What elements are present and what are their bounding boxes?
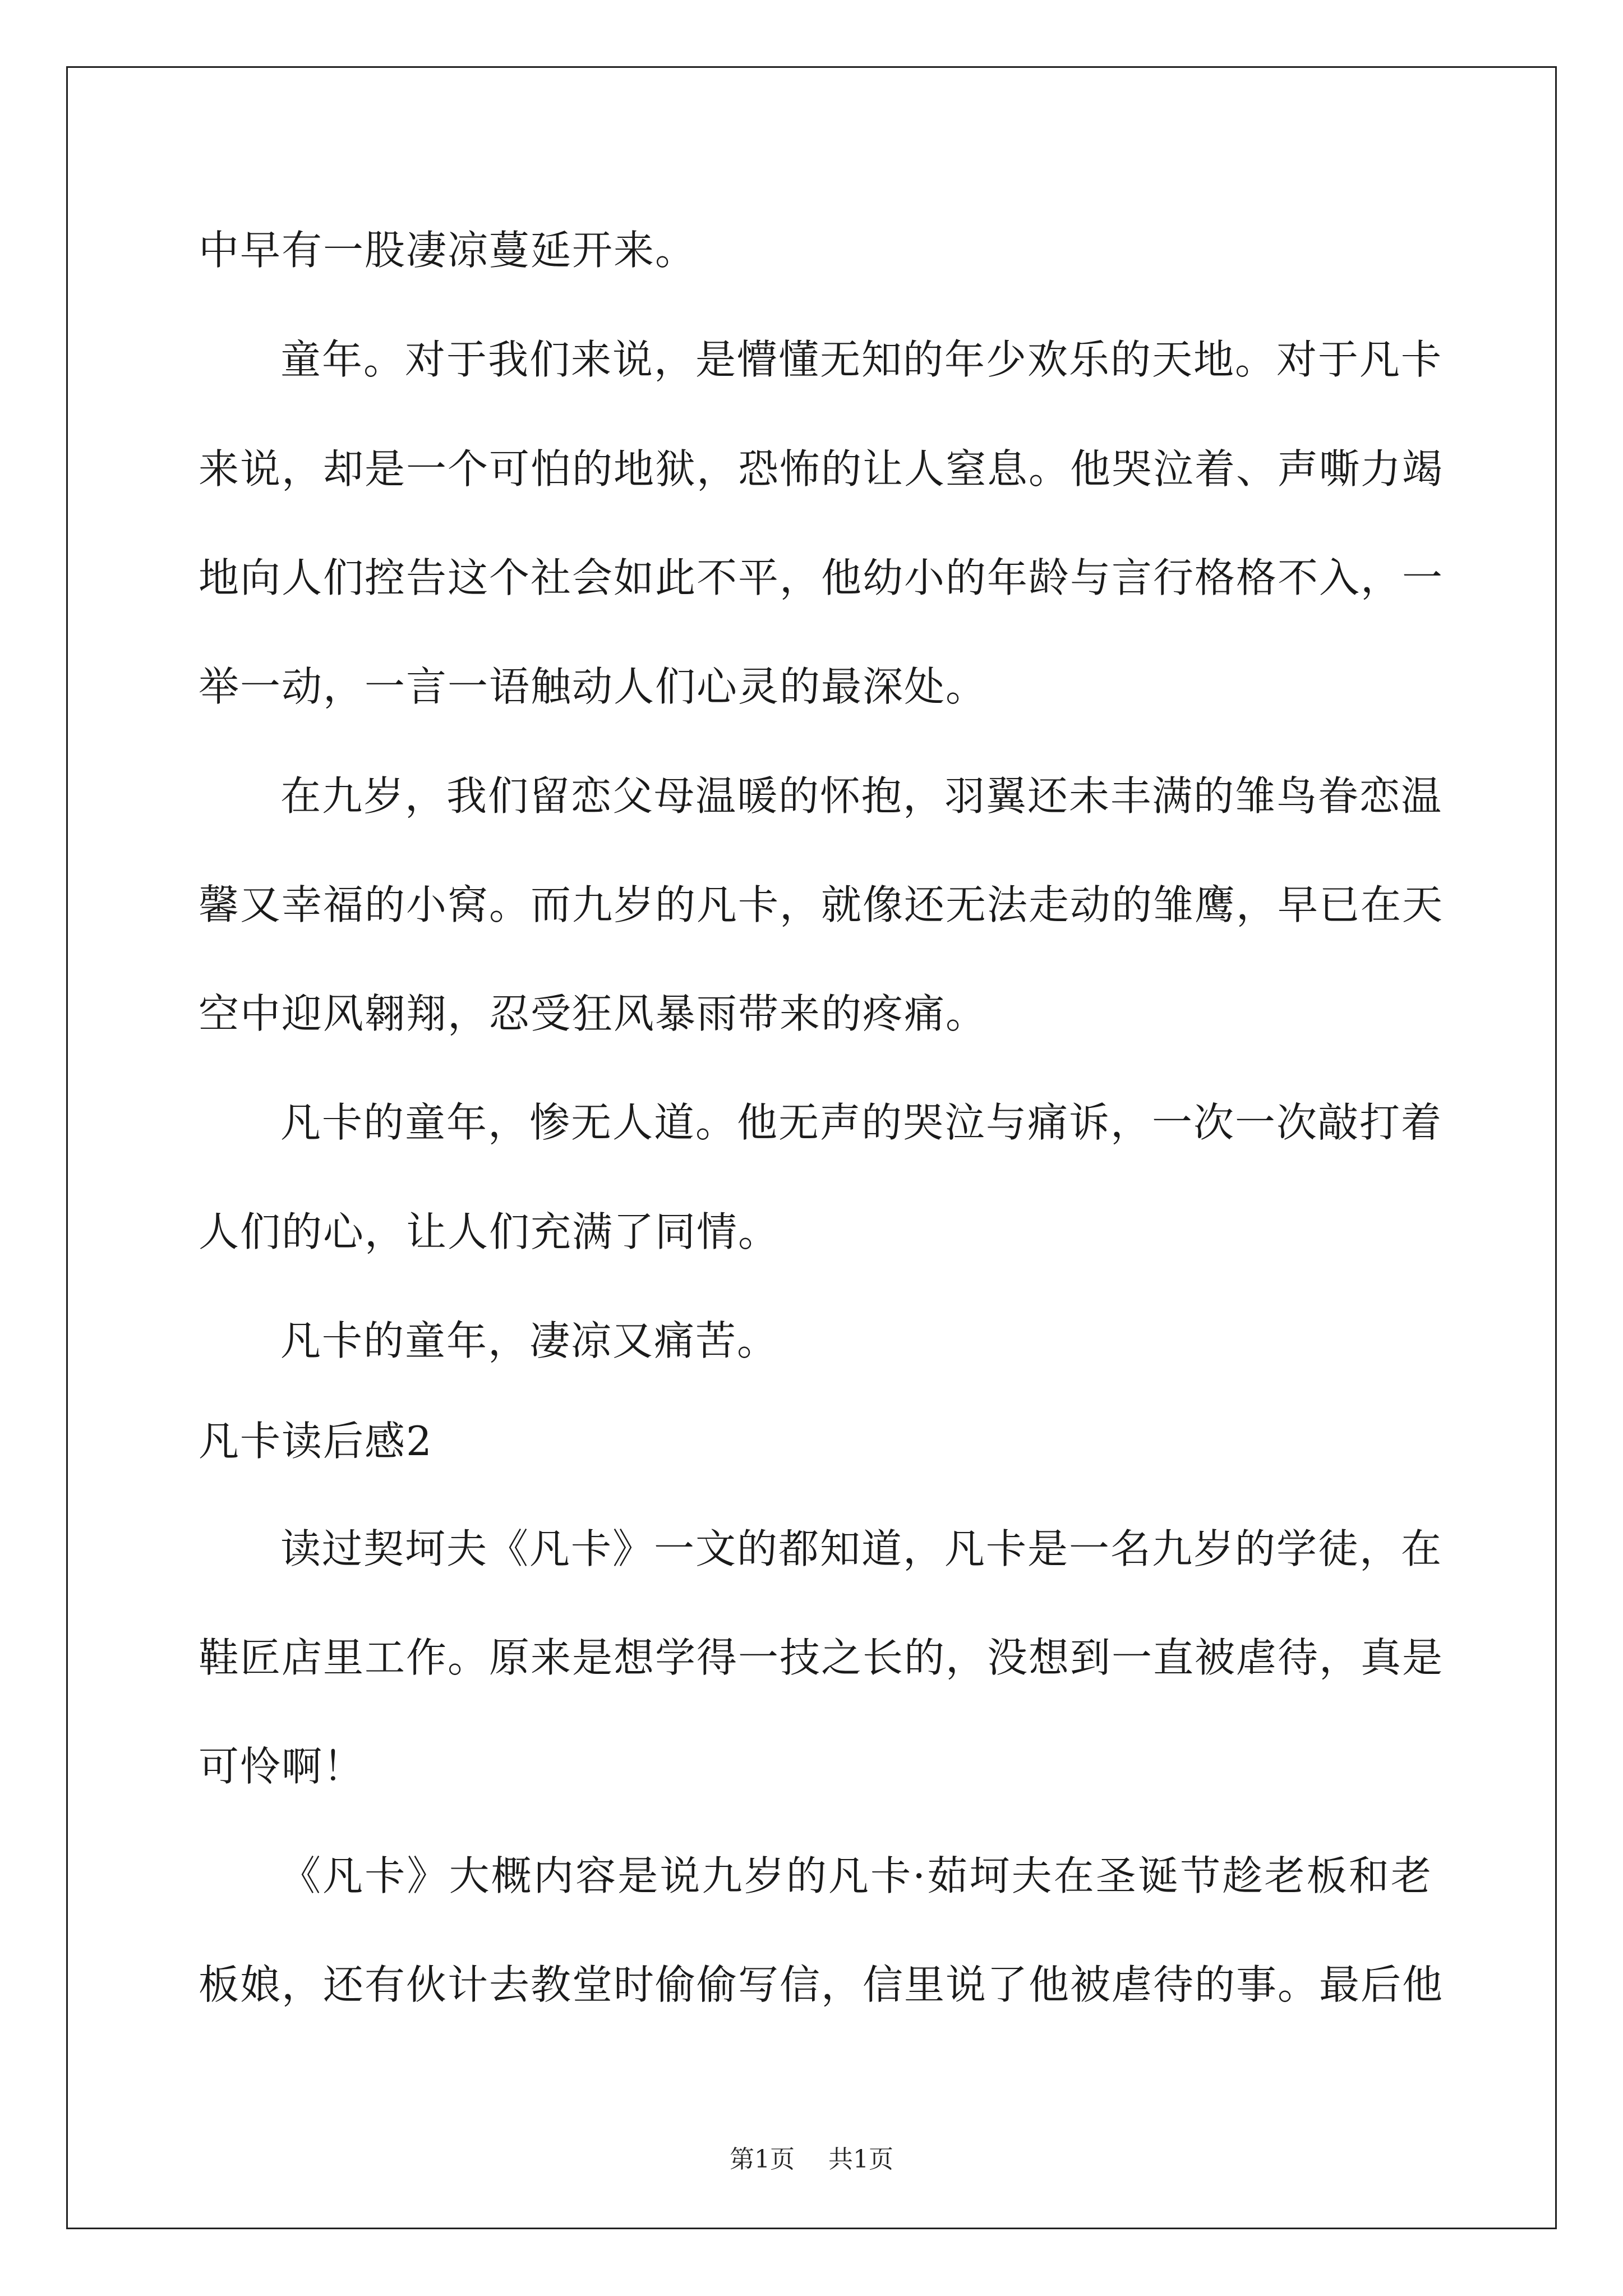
paragraph-line: 来说，却是一个可怕的地狱，恐怖的让人窒息。他哭泣着、声嘶力竭	[199, 445, 1444, 493]
section-heading: 凡卡读后感2	[199, 1418, 433, 1465]
paragraph-line: 《凡卡》大概内容是说九岁的凡卡·茹坷夫在圣诞节趁老板和老	[280, 1852, 1432, 1899]
paragraph-line: 鞋匠店里工作。原来是想学得一技之长的，没想到一直被虐待，真是	[199, 1634, 1444, 1681]
paragraph-line: 板娘，还有伙计去教堂时偷偷写信，信里说了他被虐待的事。最后他	[199, 1961, 1444, 2008]
paragraph-line: 中早有一股凄凉蔓延开来。	[199, 227, 697, 274]
paragraph-line: 可怜啊！	[199, 1743, 365, 1790]
paragraph-line: 读过契坷夫《凡卡》一文的都知道，凡卡是一名九岁的学徒，在	[280, 1525, 1443, 1572]
paragraph-line: 空中迎风翱翔，忍受狂风暴雨带来的疼痛。	[199, 990, 988, 1037]
page-total: 共1页	[828, 2145, 893, 2174]
paragraph-line: 地向人们控告这个社会如此不平，他幼小的年龄与言行格格不入，一	[199, 554, 1444, 601]
page-number: 第1页	[730, 2145, 795, 2174]
paragraph-line: 凡卡的童年，凄凉又痛苦。	[280, 1317, 779, 1364]
paragraph-line: 举一动，一言一语触动人们心灵的最深处。	[199, 663, 988, 710]
paragraph-line: 童年。对于我们来说，是懵懂无知的年少欢乐的天地。对于凡卡	[280, 336, 1443, 383]
paragraph-line: 凡卡的童年，惨无人道。他无声的哭泣与痛诉，一次一次敲打着	[280, 1099, 1443, 1146]
page-footer	[0, 2143, 1623, 2177]
paragraph-line: 人们的心，让人们充满了同情。	[199, 1208, 780, 1255]
paragraph-line: 馨又幸福的小窝。而九岁的凡卡，就像还无法走动的雏鹰，早已在天	[199, 881, 1444, 928]
paragraph-line: 在九岁，我们留恋父母温暖的怀抱，羽翼还未丰满的雏鸟眷恋温	[280, 772, 1443, 820]
